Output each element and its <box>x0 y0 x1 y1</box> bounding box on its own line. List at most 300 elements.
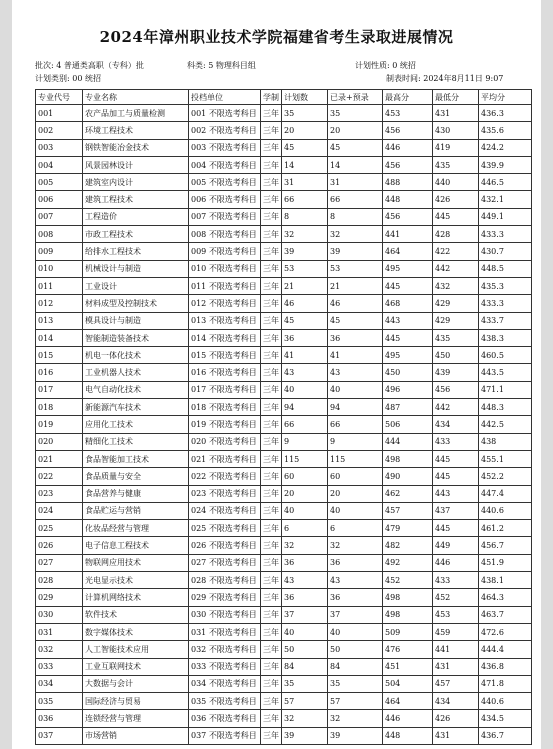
cell-plan: 43 <box>282 572 328 589</box>
cell-code: 031 <box>36 623 83 640</box>
cell-max: 462 <box>383 485 433 502</box>
table-row <box>36 191 532 208</box>
cell-unit: 015 不限选考科目 <box>189 347 261 364</box>
cell-admitted: 32 <box>328 710 383 727</box>
table-row <box>36 364 532 381</box>
table-row <box>36 485 532 502</box>
cell-admitted: 53 <box>328 260 383 277</box>
cell-plan: 57 <box>282 693 328 710</box>
cell-code: 018 <box>36 399 83 416</box>
cell-admitted: 43 <box>328 572 383 589</box>
cell-duration: 三年 <box>261 658 282 675</box>
cell-avg: 433.7 <box>479 312 532 329</box>
cell-duration: 三年 <box>261 139 282 156</box>
made-time-info: 制表时间: 2024年8月11日 9:07 <box>386 74 504 83</box>
table-row <box>36 710 532 727</box>
cell-min: 426 <box>433 710 479 727</box>
table-row <box>36 468 532 485</box>
cell-duration: 三年 <box>261 347 282 364</box>
cell-admitted: 6 <box>328 520 383 537</box>
cell-min: 445 <box>433 450 479 467</box>
cell-min: 431 <box>433 727 479 744</box>
cell-unit: 024 不限选考科目 <box>189 502 261 519</box>
cell-plan: 40 <box>282 502 328 519</box>
cell-min: 442 <box>433 399 479 416</box>
cell-code: 019 <box>36 416 83 433</box>
cell-duration: 三年 <box>261 589 282 606</box>
cell-major: 市场营销 <box>83 727 189 744</box>
cell-duration: 三年 <box>261 623 282 640</box>
cell-unit: 026 不限选考科目 <box>189 537 261 554</box>
cell-admitted: 41 <box>328 347 383 364</box>
cell-plan: 53 <box>282 260 328 277</box>
cell-min: 431 <box>433 658 479 675</box>
cell-unit: 021 不限选考科目 <box>189 450 261 467</box>
cell-plan: 8 <box>282 208 328 225</box>
admission-table <box>35 89 532 745</box>
table-row <box>36 329 532 346</box>
cell-duration: 三年 <box>261 243 282 260</box>
cell-unit: 027 不限选考科目 <box>189 554 261 571</box>
cell-unit: 010 不限选考科目 <box>189 260 261 277</box>
cell-code: 035 <box>36 693 83 710</box>
cell-code: 023 <box>36 485 83 502</box>
cell-max: 498 <box>383 450 433 467</box>
cell-admitted: 84 <box>328 658 383 675</box>
cell-avg: 439.9 <box>479 156 532 173</box>
cell-admitted: 115 <box>328 450 383 467</box>
cell-avg: 451.9 <box>479 554 532 571</box>
cell-plan: 20 <box>282 485 328 502</box>
cell-max: 448 <box>383 727 433 744</box>
cell-max: 456 <box>383 156 433 173</box>
cell-max: 488 <box>383 174 433 191</box>
cell-duration: 三年 <box>261 554 282 571</box>
cell-avg: 438.3 <box>479 329 532 346</box>
cell-min: 433 <box>433 433 479 450</box>
cell-code: 022 <box>36 468 83 485</box>
cell-plan: 36 <box>282 554 328 571</box>
cell-avg: 440.6 <box>479 502 532 519</box>
cell-min: 432 <box>433 277 479 294</box>
cell-code: 036 <box>36 710 83 727</box>
table-row <box>36 416 532 433</box>
cell-duration: 三年 <box>261 502 282 519</box>
cell-unit: 030 不限选考科目 <box>189 606 261 623</box>
cell-max: 487 <box>383 399 433 416</box>
cell-max: 482 <box>383 537 433 554</box>
cell-admitted: 66 <box>328 416 383 433</box>
cell-avg: 442.5 <box>479 416 532 433</box>
cell-plan: 32 <box>282 537 328 554</box>
cell-min: 453 <box>433 606 479 623</box>
cell-avg: 448.5 <box>479 260 532 277</box>
cell-max: 476 <box>383 641 433 658</box>
cell-duration: 三年 <box>261 191 282 208</box>
cell-avg: 456.7 <box>479 537 532 554</box>
table-row <box>36 347 532 364</box>
cell-max: 448 <box>383 191 433 208</box>
cell-code: 014 <box>36 329 83 346</box>
cell-avg: 424.2 <box>479 139 532 156</box>
cell-code: 032 <box>36 641 83 658</box>
cell-plan: 9 <box>282 433 328 450</box>
cell-unit: 019 不限选考科目 <box>189 416 261 433</box>
cell-plan: 60 <box>282 468 328 485</box>
cell-code: 006 <box>36 191 83 208</box>
cell-max: 456 <box>383 122 433 139</box>
cell-unit: 023 不限选考科目 <box>189 485 261 502</box>
cell-min: 441 <box>433 641 479 658</box>
cell-duration: 三年 <box>261 277 282 294</box>
cell-min: 445 <box>433 520 479 537</box>
cell-min: 456 <box>433 381 479 398</box>
cell-admitted: 21 <box>328 277 383 294</box>
cell-major: 市政工程技术 <box>83 226 189 243</box>
cell-duration: 三年 <box>261 295 282 312</box>
cell-major: 电子信息工程技术 <box>83 537 189 554</box>
cell-max: 453 <box>383 105 433 122</box>
table-row <box>36 589 532 606</box>
cell-major: 建筑工程技术 <box>83 191 189 208</box>
cell-duration: 三年 <box>261 468 282 485</box>
cell-max: 446 <box>383 710 433 727</box>
cell-code: 021 <box>36 450 83 467</box>
table-row <box>36 693 532 710</box>
column-header-duration: 学制 <box>261 90 282 105</box>
cell-code: 010 <box>36 260 83 277</box>
cell-min: 433 <box>433 572 479 589</box>
cell-plan: 43 <box>282 364 328 381</box>
cell-unit: 020 不限选考科目 <box>189 433 261 450</box>
cell-avg: 464.3 <box>479 589 532 606</box>
cell-code: 002 <box>36 122 83 139</box>
table-header-row <box>36 90 532 105</box>
cell-duration: 三年 <box>261 208 282 225</box>
cell-major: 钢铁智能冶金技术 <box>83 139 189 156</box>
cell-avg: 432.1 <box>479 191 532 208</box>
cell-duration: 三年 <box>261 693 282 710</box>
cell-plan: 45 <box>282 312 328 329</box>
cell-admitted: 14 <box>328 156 383 173</box>
cell-duration: 三年 <box>261 260 282 277</box>
cell-min: 429 <box>433 312 479 329</box>
cell-code: 020 <box>36 433 83 450</box>
cell-plan: 32 <box>282 226 328 243</box>
cell-code: 037 <box>36 727 83 744</box>
cell-avg: 447.4 <box>479 485 532 502</box>
cell-unit: 022 不限选考科目 <box>189 468 261 485</box>
cell-duration: 三年 <box>261 329 282 346</box>
cell-min: 419 <box>433 139 479 156</box>
table-row <box>36 139 532 156</box>
cell-code: 026 <box>36 537 83 554</box>
cell-major: 模具设计与制造 <box>83 312 189 329</box>
cell-min: 446 <box>433 554 479 571</box>
cell-plan: 84 <box>282 658 328 675</box>
cell-plan: 94 <box>282 399 328 416</box>
cell-min: 449 <box>433 537 479 554</box>
cell-max: 509 <box>383 623 433 640</box>
cell-code: 028 <box>36 572 83 589</box>
cell-avg: 471.1 <box>479 381 532 398</box>
cell-avg: 440.6 <box>479 693 532 710</box>
cell-avg: 460.5 <box>479 347 532 364</box>
cell-unit: 029 不限选考科目 <box>189 589 261 606</box>
cell-min: 429 <box>433 295 479 312</box>
cell-min: 445 <box>433 208 479 225</box>
table-row <box>36 208 532 225</box>
cell-unit: 028 不限选考科目 <box>189 572 261 589</box>
cell-major: 新能源汽车技术 <box>83 399 189 416</box>
cell-avg: 471.8 <box>479 675 532 692</box>
cell-admitted: 50 <box>328 641 383 658</box>
cell-min: 452 <box>433 589 479 606</box>
cell-major: 食品质量与安全 <box>83 468 189 485</box>
cell-code: 013 <box>36 312 83 329</box>
plan-nature-info: 计划性质: 0 统招 <box>355 61 416 70</box>
cell-min: 431 <box>433 105 479 122</box>
cell-admitted: 9 <box>328 433 383 450</box>
cell-major: 物联网应用技术 <box>83 554 189 571</box>
cell-max: 444 <box>383 433 433 450</box>
cell-plan: 45 <box>282 139 328 156</box>
cell-major: 建筑室内设计 <box>83 174 189 191</box>
cell-code: 009 <box>36 243 83 260</box>
cell-admitted: 66 <box>328 191 383 208</box>
table-row <box>36 623 532 640</box>
cell-unit: 004 不限选考科目 <box>189 156 261 173</box>
table-row <box>36 554 532 571</box>
cell-plan: 14 <box>282 156 328 173</box>
cell-major: 农产品加工与质量检测 <box>83 105 189 122</box>
table-row <box>36 399 532 416</box>
cell-admitted: 35 <box>328 675 383 692</box>
cell-unit: 033 不限选考科目 <box>189 658 261 675</box>
cell-max: 468 <box>383 295 433 312</box>
cell-min: 457 <box>433 675 479 692</box>
cell-plan: 39 <box>282 243 328 260</box>
cell-avg: 434.5 <box>479 710 532 727</box>
cell-major: 机械设计与制造 <box>83 260 189 277</box>
cell-duration: 三年 <box>261 485 282 502</box>
document-page <box>12 0 541 749</box>
cell-duration: 三年 <box>261 606 282 623</box>
cell-code: 012 <box>36 295 83 312</box>
cell-plan: 6 <box>282 520 328 537</box>
cell-plan: 115 <box>282 450 328 467</box>
cell-code: 011 <box>36 277 83 294</box>
cell-max: 506 <box>383 416 433 433</box>
cell-unit: 006 不限选考科目 <box>189 191 261 208</box>
cell-unit: 014 不限选考科目 <box>189 329 261 346</box>
table-row <box>36 658 532 675</box>
cell-code: 016 <box>36 364 83 381</box>
cell-code: 030 <box>36 606 83 623</box>
cell-unit: 018 不限选考科目 <box>189 399 261 416</box>
cell-admitted: 39 <box>328 727 383 744</box>
cell-duration: 三年 <box>261 416 282 433</box>
cell-avg: 472.6 <box>479 623 532 640</box>
cell-max: 451 <box>383 658 433 675</box>
table-row <box>36 277 532 294</box>
cell-unit: 032 不限选考科目 <box>189 641 261 658</box>
cell-major: 电气自动化技术 <box>83 381 189 398</box>
cell-max: 495 <box>383 347 433 364</box>
cell-duration: 三年 <box>261 675 282 692</box>
cell-avg: 433.3 <box>479 226 532 243</box>
cell-duration: 三年 <box>261 641 282 658</box>
cell-max: 498 <box>383 606 433 623</box>
cell-max: 495 <box>383 260 433 277</box>
cell-min: 434 <box>433 693 479 710</box>
cell-plan: 20 <box>282 122 328 139</box>
cell-plan: 50 <box>282 641 328 658</box>
cell-major: 风景园林设计 <box>83 156 189 173</box>
cell-major: 计算机网络技术 <box>83 589 189 606</box>
cell-code: 034 <box>36 675 83 692</box>
cell-max: 464 <box>383 693 433 710</box>
cell-plan: 35 <box>282 105 328 122</box>
cell-code: 015 <box>36 347 83 364</box>
cell-min: 435 <box>433 156 479 173</box>
cell-max: 443 <box>383 312 433 329</box>
cell-min: 434 <box>433 416 479 433</box>
table-row <box>36 520 532 537</box>
cell-admitted: 39 <box>328 243 383 260</box>
cell-unit: 034 不限选考科目 <box>189 675 261 692</box>
cell-avg: 443.5 <box>479 364 532 381</box>
cell-unit: 025 不限选考科目 <box>189 520 261 537</box>
table-row <box>36 381 532 398</box>
cell-min: 450 <box>433 347 479 364</box>
cell-plan: 40 <box>282 381 328 398</box>
cell-major: 国际经济与贸易 <box>83 693 189 710</box>
cell-code: 003 <box>36 139 83 156</box>
cell-unit: 016 不限选考科目 <box>189 364 261 381</box>
cell-admitted: 57 <box>328 693 383 710</box>
cell-major: 连锁经营与管理 <box>83 710 189 727</box>
cell-avg: 448.3 <box>479 399 532 416</box>
cell-max: 457 <box>383 502 433 519</box>
cell-max: 452 <box>383 572 433 589</box>
cell-code: 025 <box>36 520 83 537</box>
cell-max: 496 <box>383 381 433 398</box>
cell-major: 食品贮运与营销 <box>83 502 189 519</box>
cell-duration: 三年 <box>261 537 282 554</box>
cell-avg: 444.4 <box>479 641 532 658</box>
cell-unit: 002 不限选考科目 <box>189 122 261 139</box>
table-row <box>36 295 532 312</box>
column-header-avg: 平均分 <box>479 90 532 105</box>
cell-avg: 455.1 <box>479 450 532 467</box>
column-header-unit: 投档单位 <box>189 90 261 105</box>
cell-major: 大数据与会计 <box>83 675 189 692</box>
cell-major: 化妆品经营与管理 <box>83 520 189 537</box>
cell-plan: 21 <box>282 277 328 294</box>
cell-unit: 012 不限选考科目 <box>189 295 261 312</box>
cell-admitted: 94 <box>328 399 383 416</box>
cell-admitted: 36 <box>328 589 383 606</box>
column-header-code: 专业代号 <box>36 90 83 105</box>
plan-category-info: 计划类别: 00 统招 <box>35 74 101 83</box>
cell-duration: 三年 <box>261 226 282 243</box>
cell-major: 人工智能技术应用 <box>83 641 189 658</box>
cell-unit: 003 不限选考科目 <box>189 139 261 156</box>
page-margin-right <box>541 0 553 749</box>
cell-unit: 001 不限选考科目 <box>189 105 261 122</box>
cell-unit: 031 不限选考科目 <box>189 623 261 640</box>
cell-admitted: 36 <box>328 554 383 571</box>
cell-duration: 三年 <box>261 105 282 122</box>
cell-duration: 三年 <box>261 572 282 589</box>
cell-duration: 三年 <box>261 450 282 467</box>
cell-unit: 013 不限选考科目 <box>189 312 261 329</box>
cell-major: 数字媒体技术 <box>83 623 189 640</box>
table-row <box>36 433 532 450</box>
cell-code: 024 <box>36 502 83 519</box>
cell-unit: 005 不限选考科目 <box>189 174 261 191</box>
cell-plan: 46 <box>282 295 328 312</box>
table-row <box>36 502 532 519</box>
cell-max: 479 <box>383 520 433 537</box>
cell-duration: 三年 <box>261 174 282 191</box>
cell-avg: 449.1 <box>479 208 532 225</box>
cell-min: 440 <box>433 174 479 191</box>
cell-major: 智能制造装备技术 <box>83 329 189 346</box>
table-body <box>36 105 532 745</box>
column-header-plan: 计划数 <box>282 90 328 105</box>
cell-max: 441 <box>383 226 433 243</box>
cell-code: 001 <box>36 105 83 122</box>
page-margin-left <box>0 0 12 749</box>
cell-min: 443 <box>433 485 479 502</box>
cell-major: 软件技术 <box>83 606 189 623</box>
table-row <box>36 641 532 658</box>
cell-admitted: 37 <box>328 606 383 623</box>
cell-plan: 31 <box>282 174 328 191</box>
table-row <box>36 675 532 692</box>
cell-code: 017 <box>36 381 83 398</box>
table-row <box>36 450 532 467</box>
cell-code: 004 <box>36 156 83 173</box>
table-row <box>36 156 532 173</box>
table-row <box>36 174 532 191</box>
cell-major: 光电显示技术 <box>83 572 189 589</box>
cell-unit: 017 不限选考科目 <box>189 381 261 398</box>
cell-unit: 009 不限选考科目 <box>189 243 261 260</box>
cell-max: 446 <box>383 139 433 156</box>
cell-code: 008 <box>36 226 83 243</box>
cell-avg: 438.1 <box>479 572 532 589</box>
cell-admitted: 36 <box>328 329 383 346</box>
cell-avg: 446.5 <box>479 174 532 191</box>
cell-major: 材料成型及控制技术 <box>83 295 189 312</box>
cell-duration: 三年 <box>261 312 282 329</box>
cell-admitted: 20 <box>328 485 383 502</box>
cell-code: 005 <box>36 174 83 191</box>
cell-unit: 008 不限选考科目 <box>189 226 261 243</box>
cell-admitted: 46 <box>328 295 383 312</box>
table-row <box>36 105 532 122</box>
cell-plan: 32 <box>282 710 328 727</box>
table-row <box>36 226 532 243</box>
cell-code: 033 <box>36 658 83 675</box>
cell-unit: 011 不限选考科目 <box>189 277 261 294</box>
cell-major: 机电一体化技术 <box>83 347 189 364</box>
cell-min: 428 <box>433 226 479 243</box>
cell-admitted: 60 <box>328 468 383 485</box>
